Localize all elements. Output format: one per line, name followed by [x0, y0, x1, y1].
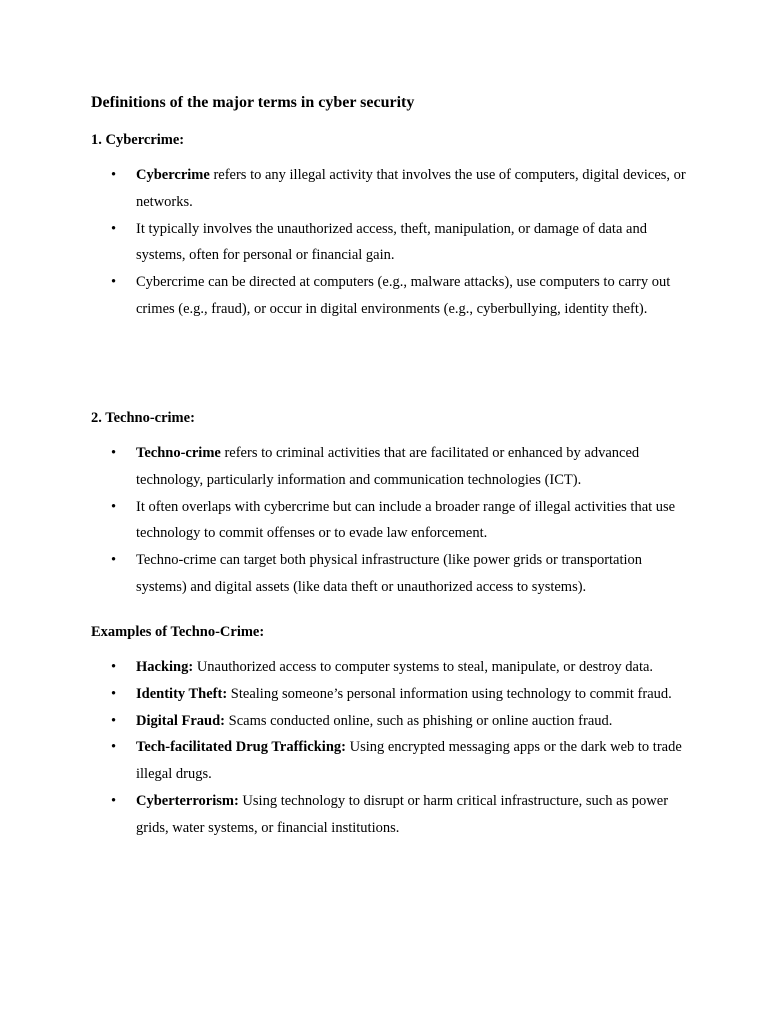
item-lead: Cyberterrorism: [136, 792, 239, 809]
examples-list [91, 654, 691, 842]
bullet-icon: • [111, 739, 117, 756]
item-text: Techno-crime can target both physical infrastructure (like power grids or transportation systems) and digital assets (like data theft or unauthorized access to systems). [136, 552, 643, 595]
bullet-icon: • [111, 167, 117, 183]
bullet-icon: • [111, 445, 117, 461]
techno-crime-list [91, 440, 691, 601]
item-text: Using technology to disrupt or harm critical infrastructure, such as power grids, water systems, or financial institutions. [136, 792, 669, 836]
item-lead: Cybercrime [136, 167, 210, 183]
list-item [91, 440, 691, 494]
item-lead: Techno-crime [136, 445, 221, 461]
item-text: Stealing someone’s personal information using technology to commit fraud. [227, 685, 672, 702]
section-heading-techno-crime: 2. Techno-crime: [91, 410, 195, 426]
bullet-icon: • [111, 552, 117, 569]
item-lead: Digital Fraud: [136, 712, 226, 729]
bullet-icon: • [111, 792, 117, 809]
list-item [91, 547, 691, 601]
bullet-icon: • [111, 685, 117, 702]
document-title: Definitions of the major terms in cyber security [91, 94, 415, 111]
list-item [91, 494, 691, 548]
cybercrime-list [91, 162, 691, 323]
list-item [91, 216, 691, 270]
item-text: refers to any illegal activity that involves the use of computers, digital devices, or networks. [136, 167, 686, 210]
bullet-icon: • [111, 712, 117, 729]
list-item [91, 681, 691, 708]
list-item [91, 734, 691, 788]
list-item [91, 654, 691, 681]
list-item [91, 708, 691, 735]
list-item [91, 162, 691, 216]
item-lead: Tech-facilitated Drug Trafficking: [136, 739, 346, 756]
item-lead: Hacking: [136, 659, 194, 675]
item-text: It typically involves the unauthorized access, theft, manipulation, or damage of data and systems, often for personal or financial gain. [136, 220, 647, 264]
item-text: refers to criminal activities that are facilitated or enhanced by advanced technology, particularly information and communication technologies (ICT). [136, 445, 640, 488]
list-item [91, 788, 691, 842]
item-text: Using encrypted messaging apps or the dark web to trade illegal drugs. [136, 739, 682, 783]
bullet-icon: • [111, 498, 117, 515]
section-heading-cybercrime: 1. Cybercrime: [91, 132, 185, 148]
section-heading-examples: Examples of Techno-Crime: [91, 624, 265, 640]
item-text: It often overlaps with cybercrime but can include a broader range of illegal activities that use technology to commit offenses or to evade law enforcement. [136, 498, 676, 542]
item-text: Cybercrime can be directed at computers (e.g., malware attacks), use computers to carry out crimes (e.g., fraud), or occur in digital environments (e.g., cyberbullying, identity theft). [136, 274, 671, 317]
item-text: Scams conducted online, such as phishing or online auction fraud. [225, 712, 613, 729]
item-text: Unauthorized access to computer systems to steal, manipulate, or destroy data. [193, 659, 654, 675]
list-item [91, 269, 691, 323]
bullet-icon: • [111, 220, 117, 237]
bullet-icon: • [111, 274, 117, 291]
bullet-icon: • [111, 659, 117, 675]
item-lead: Identity Theft: [136, 685, 228, 702]
